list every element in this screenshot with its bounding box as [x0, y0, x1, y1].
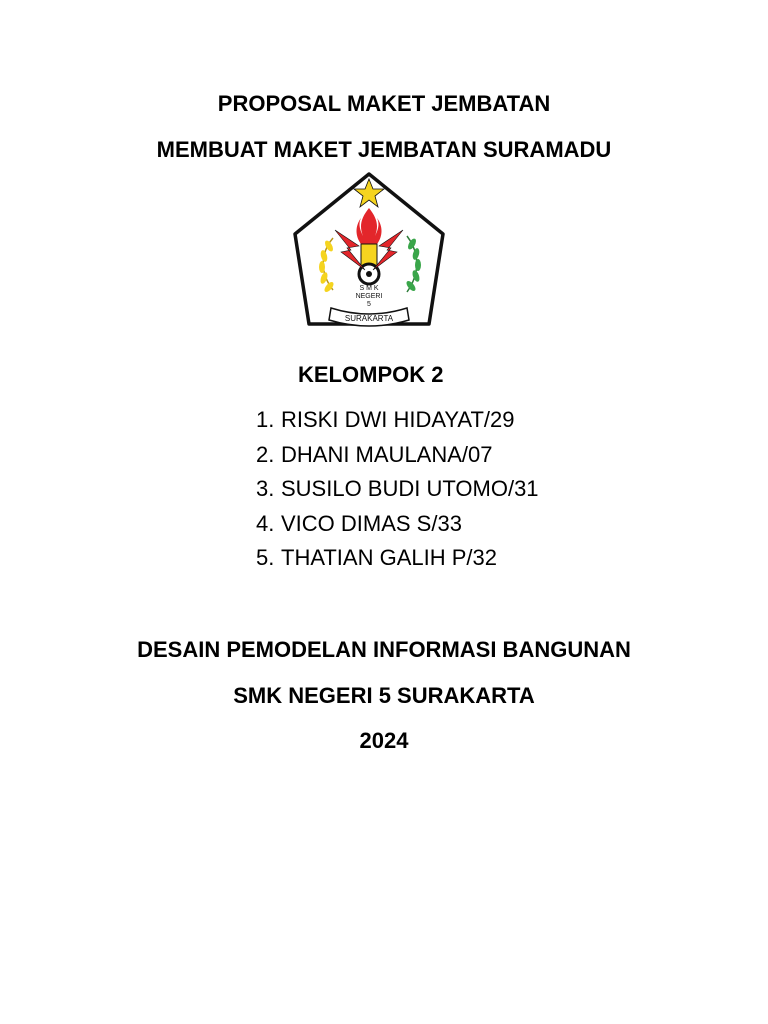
list-number: 1. [256, 407, 275, 432]
logo-text-negeri: NEGERI [355, 293, 383, 300]
member-name: VICO DIMAS S/33 [281, 510, 462, 536]
logo-ribbon-text: SURAKARTA [344, 314, 394, 323]
group-label: KELOMPOK 2 [298, 362, 444, 387]
list-item [256, 438, 539, 473]
list-number: 5. [256, 545, 275, 570]
member-name: DHANI MAULANA/07 [281, 441, 493, 467]
member-name: RISKI DWI HIDAYAT/29 [281, 407, 515, 432]
program-name: DESAIN PEMODELAN INFORMASI BANGUNAN [137, 637, 631, 662]
list-number: 3. [256, 476, 275, 501]
document-title: PROPOSAL MAKET JEMBATAN [217, 91, 551, 116]
list-item [256, 507, 539, 542]
logo-text-number: 5 [367, 301, 371, 308]
list-item [256, 403, 539, 438]
member-list [256, 403, 539, 576]
school-logo [289, 168, 449, 333]
document-subtitle: MEMBUAT MAKET JEMBATAN SURAMADU [156, 137, 612, 162]
list-number: 4. [256, 510, 275, 536]
year: 2024 [359, 728, 409, 753]
list-item [256, 541, 539, 576]
list-item [256, 472, 539, 507]
member-name: SUSILO BUDI UTOMO/31 [281, 476, 539, 501]
list-number: 2. [256, 441, 275, 467]
logo-text-smk: S M K [359, 285, 379, 292]
member-name: THATIAN GALIH P/32 [281, 545, 497, 570]
school-name: SMK NEGERI 5 SURAKARTA [233, 683, 535, 708]
